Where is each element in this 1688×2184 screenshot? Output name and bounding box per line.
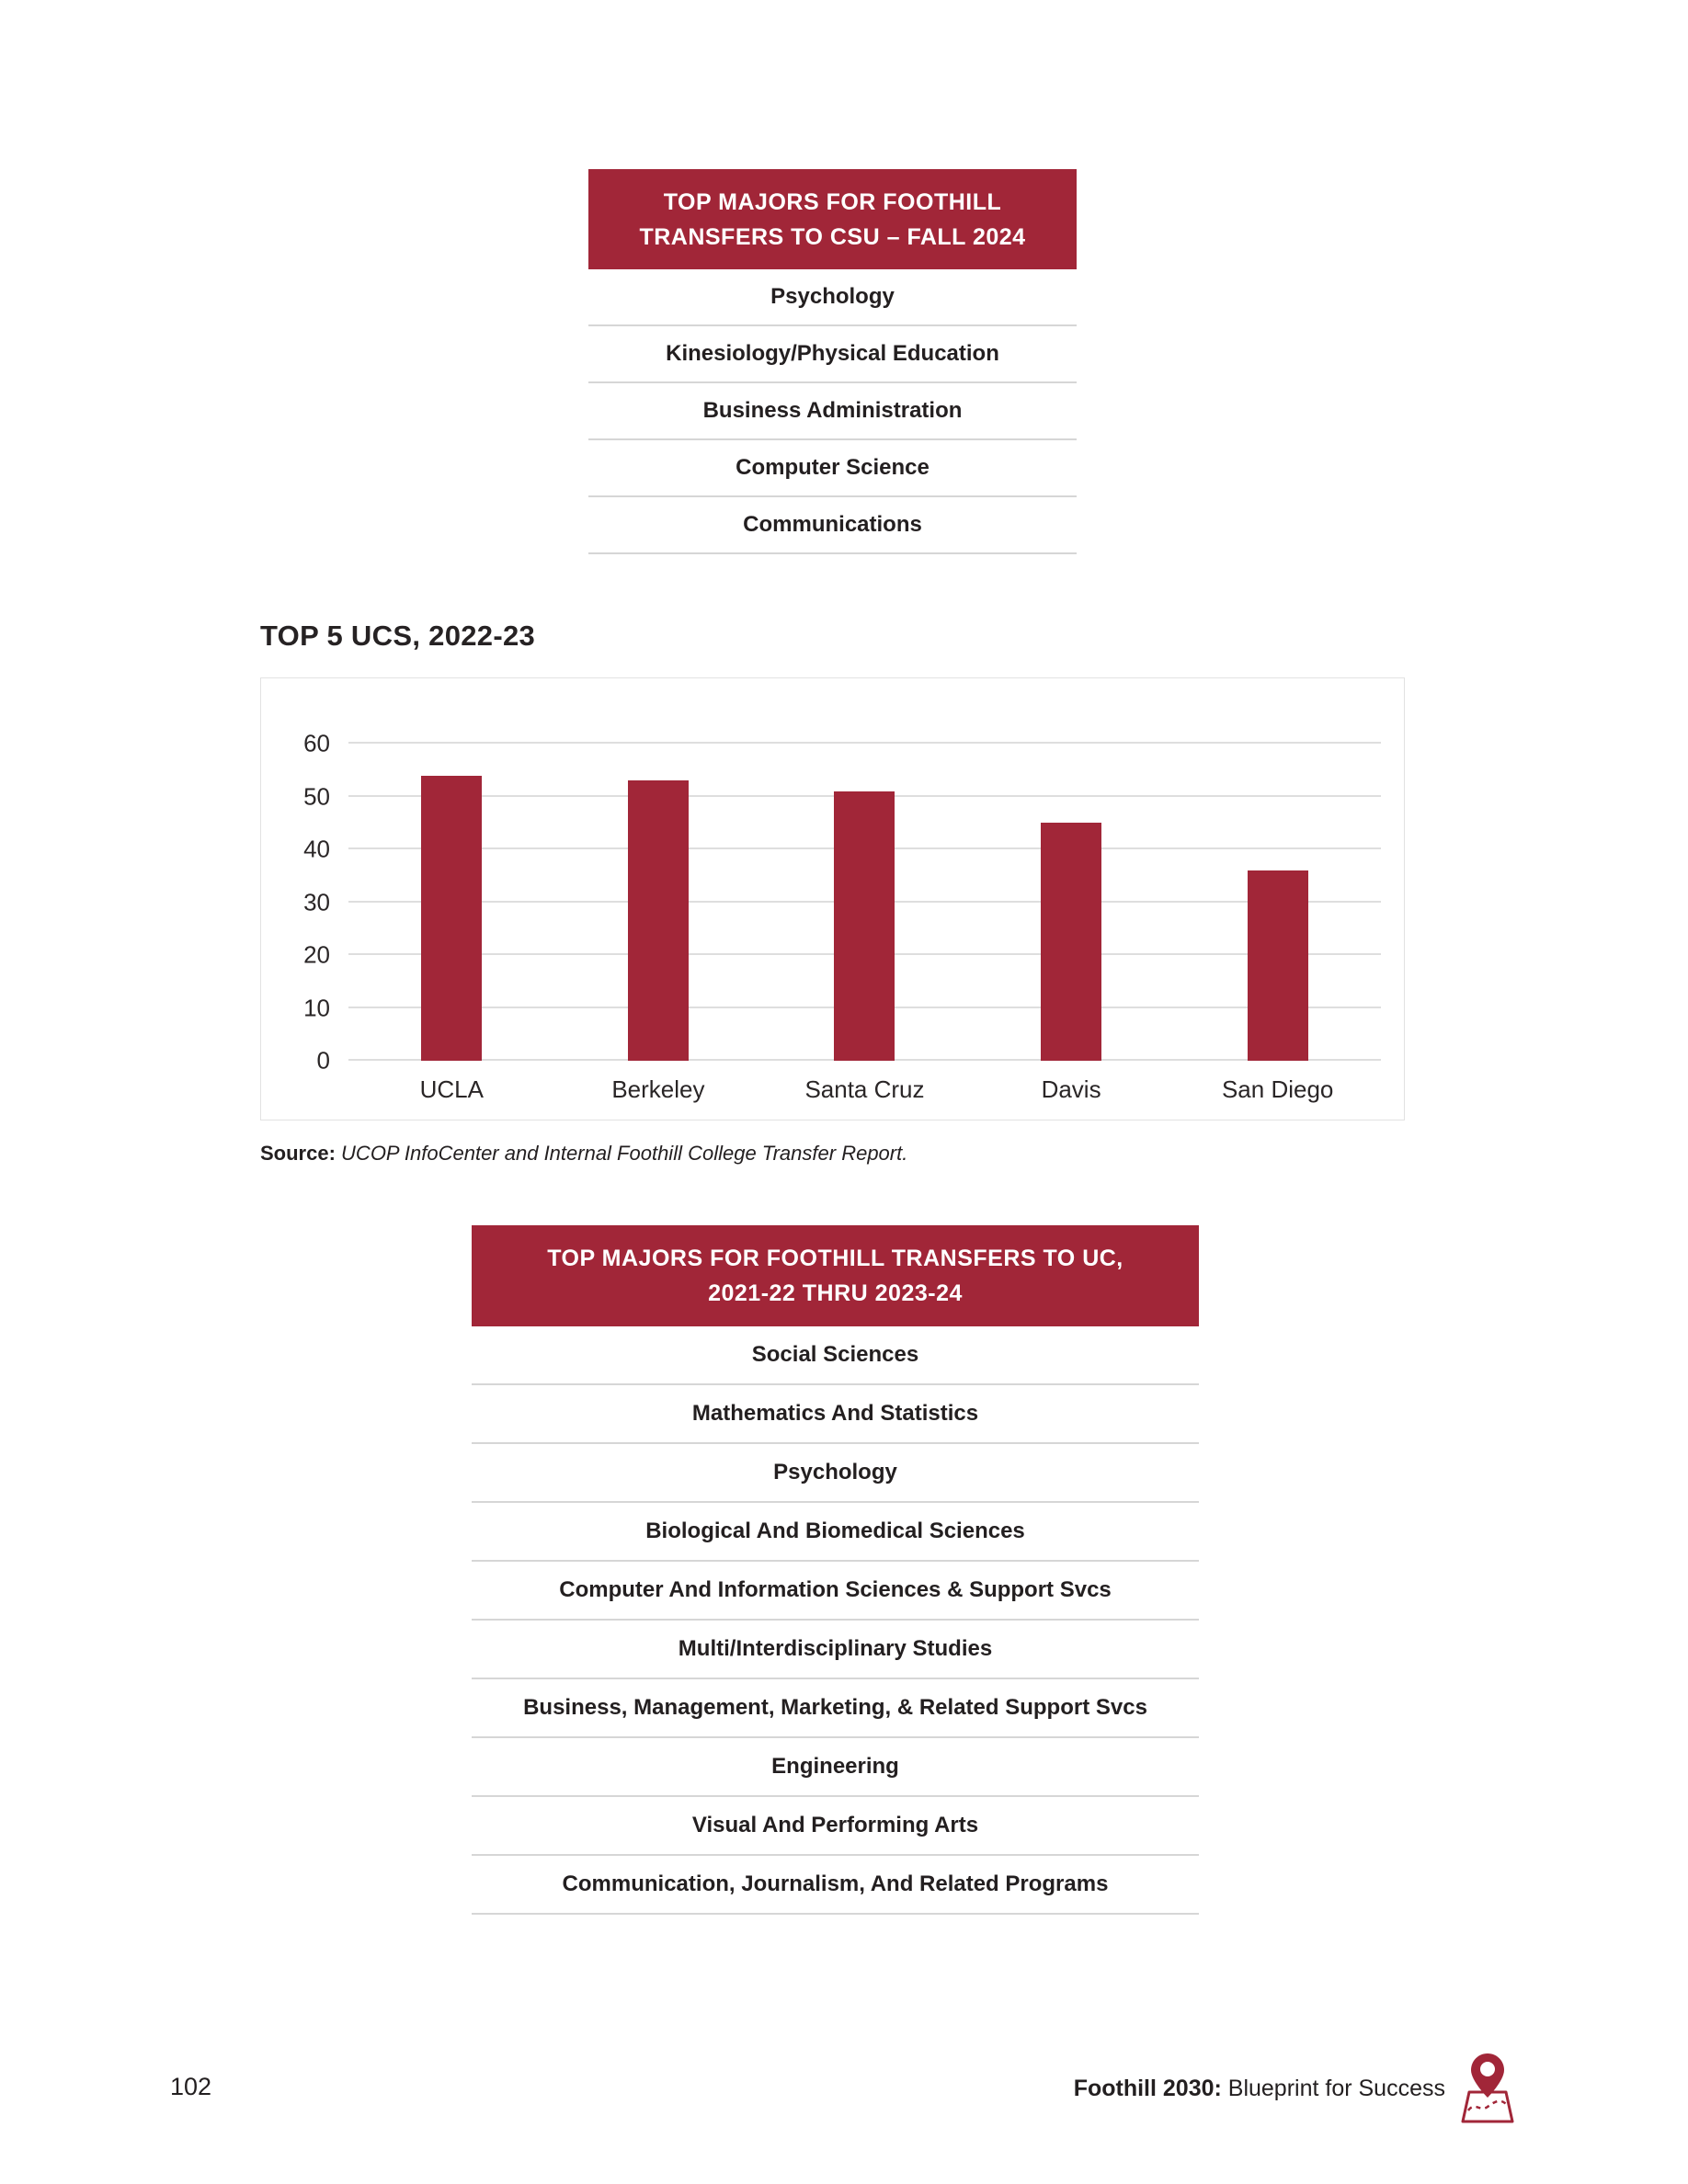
list-item-label: Multi/Interdisciplinary Studies xyxy=(678,1636,993,1661)
list-item xyxy=(588,497,1077,554)
y-tick-label-20: 20 xyxy=(303,940,330,969)
x-tick-label: Davis xyxy=(1041,1075,1101,1103)
list-item xyxy=(472,1738,1199,1797)
list-item-label: Communication, Journalism, And Related Programs xyxy=(562,1871,1109,1896)
list-item xyxy=(472,1856,1199,1915)
footer-brand xyxy=(1074,2076,1445,2102)
list-item xyxy=(588,269,1077,326)
list-item xyxy=(588,383,1077,440)
list-item xyxy=(472,1562,1199,1621)
y-tick-label-0: 0 xyxy=(316,1046,330,1075)
list-item-label: Kinesiology/Physical Education xyxy=(666,341,999,366)
y-tick-label-30: 30 xyxy=(303,888,330,916)
footer-brand-bold: Foothill 2030: xyxy=(1073,2076,1222,2101)
source-text: UCOP InfoCenter and Internal Foothill College Transfer Report. xyxy=(341,1142,908,1165)
list-item-label: Business Administration xyxy=(702,398,963,423)
list-item-label: Business, Management, Marketing, & Related Support Svcs xyxy=(523,1695,1147,1720)
list-item xyxy=(588,440,1077,497)
bars xyxy=(348,744,1381,1061)
bar-davis xyxy=(1041,823,1101,1061)
list-item xyxy=(472,1797,1199,1856)
card-title-line: 2021-22 THRU 2023-24 xyxy=(708,1280,963,1306)
list-item-label: Psychology xyxy=(770,284,895,309)
list-item-label: Computer Science xyxy=(736,455,930,480)
list-item-label: Mathematics And Statistics xyxy=(691,1401,979,1426)
uc-majors-list xyxy=(472,1326,1199,1915)
x-tick-label: San Diego xyxy=(1221,1075,1334,1103)
source-label: Source: xyxy=(260,1142,336,1165)
page-number: 102 xyxy=(170,2073,212,2100)
list-item xyxy=(472,1326,1199,1385)
card-title-line: TRANSFERS TO CSU – FALL 2024 xyxy=(639,223,1026,250)
x-tick-label: Berkeley xyxy=(611,1075,705,1103)
list-item-label: Visual And Performing Arts xyxy=(691,1813,979,1837)
list-item-label: Computer And Information Sciences & Support Svcs xyxy=(559,1577,1112,1602)
chart-source xyxy=(260,1142,907,1166)
list-item xyxy=(588,326,1077,383)
list-item xyxy=(472,1621,1199,1679)
list-item-label: Engineering xyxy=(771,1754,899,1779)
list-item-label: Biological And Biomedical Sciences xyxy=(645,1519,1025,1543)
bar-slot xyxy=(1174,744,1381,1061)
csu-majors-header xyxy=(588,169,1077,269)
card-title-line: TOP MAJORS FOR FOOTHILL xyxy=(663,188,1002,215)
y-tick-label-40: 40 xyxy=(303,835,330,863)
list-item xyxy=(472,1444,1199,1503)
bar-slot xyxy=(761,744,968,1061)
x-labels xyxy=(348,1075,1381,1104)
footer-brand-rest: Blueprint for Success xyxy=(1221,2076,1445,2101)
card-title-line: TOP MAJORS FOR FOOTHILL TRANSFERS TO UC, xyxy=(547,1246,1123,1271)
bar-ucla xyxy=(421,776,482,1062)
uc-majors-card xyxy=(472,1225,1199,1915)
y-tick-label-60: 60 xyxy=(303,729,330,757)
csu-majors-list xyxy=(588,269,1077,554)
list-item xyxy=(472,1679,1199,1738)
bar-santa-cruz xyxy=(834,791,895,1061)
uc-majors-header xyxy=(472,1225,1199,1326)
bar-slot xyxy=(348,744,555,1061)
list-item-label: Social Sciences xyxy=(751,1342,919,1367)
y-tick-label-10: 10 xyxy=(303,994,330,1021)
chart-title: TOP 5 UCS, 2022-23 xyxy=(260,620,536,652)
list-item xyxy=(472,1385,1199,1444)
x-tick-label: UCLA xyxy=(419,1075,484,1103)
list-item-label: Communications xyxy=(743,512,922,537)
bar-san-diego xyxy=(1248,870,1308,1061)
list-item-label: Psychology xyxy=(773,1460,897,1484)
bar-slot xyxy=(968,744,1175,1061)
bar-berkeley xyxy=(628,780,689,1061)
map-pin-icon xyxy=(1460,2052,1515,2125)
y-tick-label-50: 50 xyxy=(303,782,330,810)
x-tick-label: Santa Cruz xyxy=(804,1075,925,1103)
csu-majors-card xyxy=(588,169,1077,554)
list-item xyxy=(472,1503,1199,1562)
plot-area xyxy=(303,729,1381,1075)
bar-slot xyxy=(555,744,762,1061)
chart-panel xyxy=(260,677,1405,1120)
